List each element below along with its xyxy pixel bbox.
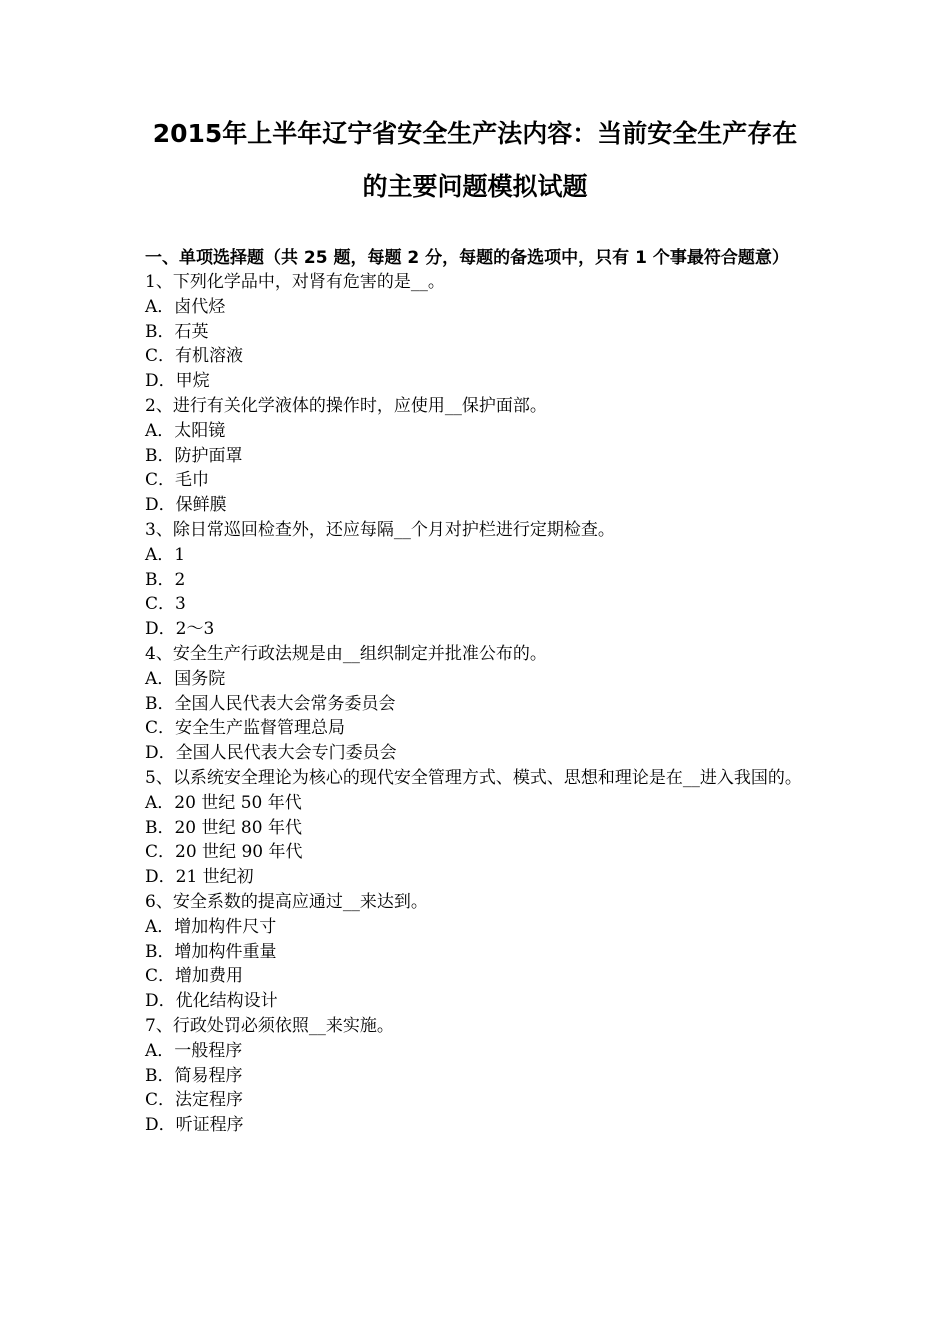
question-2 [145,394,810,518]
option-a: A．1 [145,544,186,565]
option-c: C．毛巾 [145,470,210,491]
question-text: 5、以系统安全理论为核心的现代安全管理方式、模式、思想和理论是在__进入我国的。 [145,767,802,788]
question-text: 6、安全系数的提高应通过__来达到。 [145,891,428,912]
option-a: A．一般程序 [145,1040,243,1061]
option-b: B．简易程序 [145,1065,243,1086]
option-b: B．20 世纪 80 年代 [145,817,302,838]
option-d: D．保鲜膜 [145,495,227,516]
question-text: 4、安全生产行政法规是由__组织制定并批准公布的。 [145,643,547,664]
document-title-line-2: 的主要问题模拟试题 [362,172,588,201]
option-b: B．石英 [145,321,209,342]
option-d: D．优化结构设计 [145,991,278,1012]
question-6 [145,890,810,1014]
option-d: D．2～3 [145,619,215,640]
option-b: B．防护面罩 [145,445,243,466]
option-c: C．有机溶液 [145,346,244,367]
option-c: C．20 世纪 90 年代 [145,842,303,863]
document-title-line-1: 2015年上半年辽宁省安全生产法内容：当前安全生产存在 [152,119,798,148]
question-4 [145,642,810,766]
question-3 [145,518,810,642]
question-text: 7、行政处罚必须依照__来实施。 [145,1015,394,1036]
option-c: C．3 [145,594,186,615]
option-b: B．增加构件重量 [145,941,277,962]
option-d: D．21 世纪初 [145,867,254,888]
question-text: 3、除日常巡回检查外，还应每隔__个月对护栏进行定期检查。 [145,519,615,540]
option-c: C．增加费用 [145,966,244,987]
option-a: A．太阳镜 [145,420,226,441]
question-1 [145,270,810,394]
question-text: 2、进行有关化学液体的操作时，应使用__保护面部。 [145,395,547,416]
option-a: A．卤代烃 [145,296,226,317]
question-7 [145,1014,810,1138]
option-a: A．20 世纪 50 年代 [145,792,302,813]
option-a: A．国务院 [145,668,226,689]
option-b: B．2 [145,569,186,590]
option-d: D．全国人民代表大会专门委员会 [145,743,397,764]
section-header: 一、单项选择题（共 25 题，每题 2 分，每题的备选项中，只有 1 个事最符合题意） [145,248,789,268]
option-d: D．甲烷 [145,371,210,392]
option-d: D．听证程序 [145,1115,244,1136]
option-c: C．法定程序 [145,1090,244,1111]
question-text: 1、下列化学品中，对肾有危害的是__。 [145,272,445,292]
document-body [145,246,810,1138]
option-c: C．安全生产监督管理总局 [145,718,346,739]
question-5 [145,766,810,890]
option-b: B．全国人民代表大会常务委员会 [145,693,396,714]
option-a: A．增加构件尺寸 [145,916,277,937]
